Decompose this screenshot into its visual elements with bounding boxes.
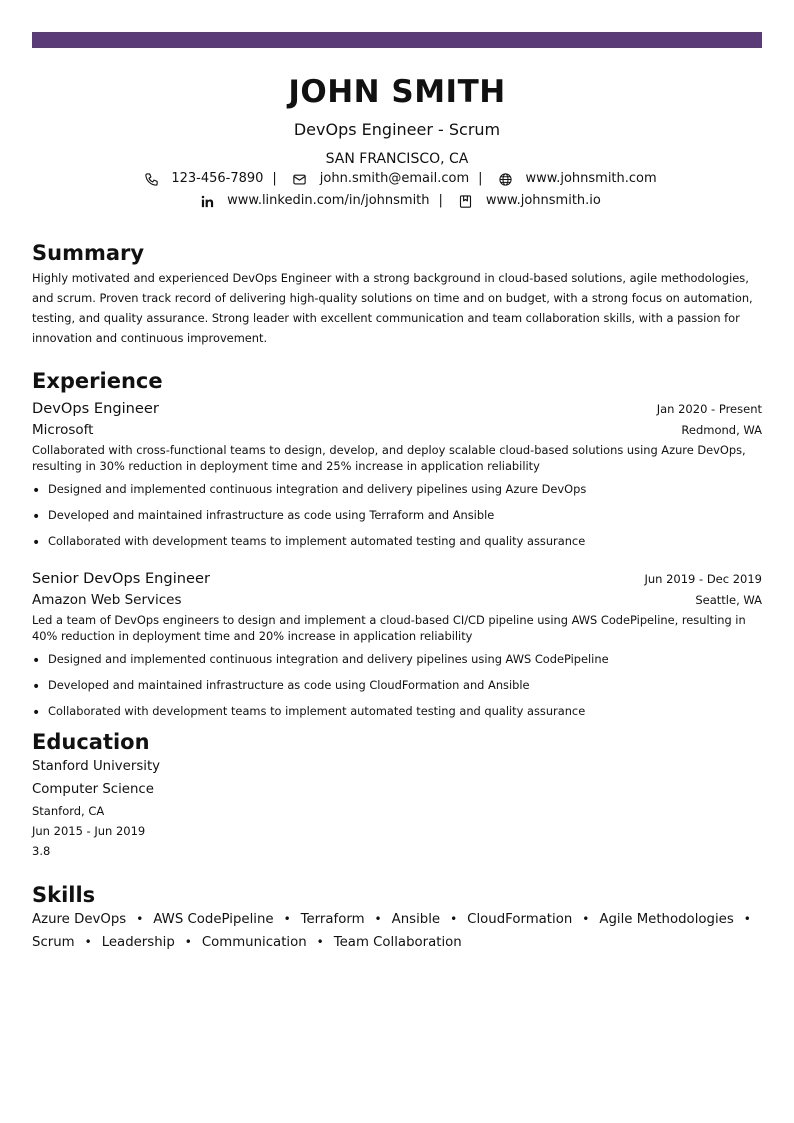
job-title: DevOps Engineer <box>32 400 159 417</box>
job-bullets <box>32 478 762 556</box>
list-item <box>32 530 762 556</box>
job-company: Amazon Web Services <box>32 592 182 608</box>
list-item <box>32 648 762 674</box>
skill-item: Azure DevOps <box>32 912 127 927</box>
resume-header <box>32 70 762 212</box>
bullet-icon: • <box>743 912 751 926</box>
email-link[interactable]: john.smith@email.com <box>319 171 470 186</box>
job-title: Senior DevOps Engineer <box>32 570 210 587</box>
list-item <box>32 674 762 700</box>
bullet-text: Collaborated with development teams to implement automated testing and quality assurance <box>48 534 586 548</box>
bullet-icon: • <box>316 935 324 949</box>
job-dates: Jan 2020 - Present <box>656 402 762 416</box>
education-heading: Education <box>32 730 150 754</box>
skills-heading: Skills <box>32 883 96 907</box>
job-location: Seattle, WA <box>695 593 762 607</box>
education-section <box>32 729 762 861</box>
job-bullets <box>32 648 762 726</box>
separator: | <box>272 171 277 186</box>
bullet-text: Collaborated with development teams to implement automated testing and quality assurance <box>48 704 586 718</box>
bullet-text: Designed and implemented continuous integration and delivery pipelines using AWS CodePipeline <box>48 652 609 666</box>
skill-item: Team Collaboration <box>333 935 462 950</box>
contact-row-1 <box>32 168 762 190</box>
list-item <box>32 700 762 726</box>
education-location: Stanford, CA <box>32 804 105 818</box>
job-dates: Jun 2019 - Dec 2019 <box>644 572 762 586</box>
education-dates: Jun 2015 - Jun 2019 <box>32 824 146 838</box>
linkedin-icon <box>199 193 215 209</box>
bullet-icon: • <box>283 912 291 926</box>
website-link[interactable]: www.johnsmith.com <box>525 171 657 186</box>
bullet-icon: • <box>84 935 92 949</box>
skill-item: Scrum <box>32 935 75 950</box>
bullet-icon: • <box>32 509 41 525</box>
separator: | <box>438 193 443 208</box>
education-school: Stanford University <box>32 759 161 774</box>
bullet-text: Developed and maintained infrastructure as code using CloudFormation and Ansible <box>48 678 530 692</box>
accent-bar <box>32 32 762 48</box>
contact-row-2 <box>32 190 762 212</box>
job-entry <box>32 568 762 726</box>
bullet-icon: • <box>32 705 41 721</box>
skills-section <box>32 882 762 954</box>
linkedin-link[interactable]: www.linkedin.com/in/johnsmith <box>227 193 430 208</box>
bullet-text: Designed and implemented continuous integration and delivery pipelines using Azure DevOps <box>48 482 587 496</box>
bullet-icon: • <box>136 912 144 926</box>
skill-item: Agile Methodologies <box>599 912 734 927</box>
bullet-icon: • <box>184 935 192 949</box>
education-gpa: 3.8 <box>32 844 51 858</box>
job-entry <box>32 398 762 556</box>
bullet-icon: • <box>32 653 41 669</box>
job-location: Redmond, WA <box>681 423 762 437</box>
phone-number[interactable]: 123-456-7890 <box>171 171 264 186</box>
bullet-icon: • <box>582 912 590 926</box>
skill-item: AWS CodePipeline <box>153 912 274 927</box>
skill-item: Terraform <box>300 912 365 927</box>
job-description: Led a team of DevOps engineers to design and implement a cloud-based CI/CD pipeline using AWS CodePipeline, resulting in 40% reduction in deployment time and 20% increase in application reliability <box>32 613 746 643</box>
globe-icon <box>498 171 514 187</box>
skill-item: Ansible <box>391 912 441 927</box>
list-item <box>32 504 762 530</box>
phone-icon <box>143 171 159 187</box>
mail-icon <box>292 171 308 187</box>
skill-item: Leadership <box>101 935 175 950</box>
experience-section <box>32 368 762 726</box>
skill-item: CloudFormation <box>467 912 573 927</box>
bullet-icon: • <box>450 912 458 926</box>
skill-item: Communication <box>201 935 307 950</box>
candidate-name: JOHN SMITH <box>288 74 506 110</box>
skills-list <box>32 908 762 954</box>
bookmark-icon <box>458 193 474 209</box>
candidate-headline: DevOps Engineer - Scrum <box>293 120 501 139</box>
bullet-icon: • <box>32 535 41 551</box>
summary-text: Highly motivated and experienced DevOps Engineer with a strong background in cloud-based solutions, agile methodologies, and scrum. Proven track record of delivering high-quality solutions on time and on budget, with a strong focus on automation, testing, and quality assurance. Strong leader with excellent communication and team collaboration skills, with a passion for innovation and continuous improvement. <box>32 271 753 345</box>
separator: | <box>478 171 483 186</box>
summary-heading: Summary <box>32 241 145 265</box>
portfolio-link[interactable]: www.johnsmith.io <box>485 193 601 208</box>
education-field: Computer Science <box>32 782 154 797</box>
bullet-icon: • <box>32 679 41 695</box>
bullet-icon: • <box>32 483 41 499</box>
job-company: Microsoft <box>32 422 94 438</box>
bullet-icon: • <box>374 912 382 926</box>
candidate-location: SAN FRANCISCO, CA <box>325 151 469 167</box>
summary-section <box>32 240 762 348</box>
list-item <box>32 478 762 504</box>
experience-heading: Experience <box>32 369 163 393</box>
job-description: Collaborated with cross-functional teams to design, develop, and deploy scalable cloud-based solutions using Azure DevOps, resulting in 30% reduction in deployment time and 25% increase in application reliability <box>32 443 746 473</box>
bullet-text: Developed and maintained infrastructure as code using Terraform and Ansible <box>48 508 495 522</box>
